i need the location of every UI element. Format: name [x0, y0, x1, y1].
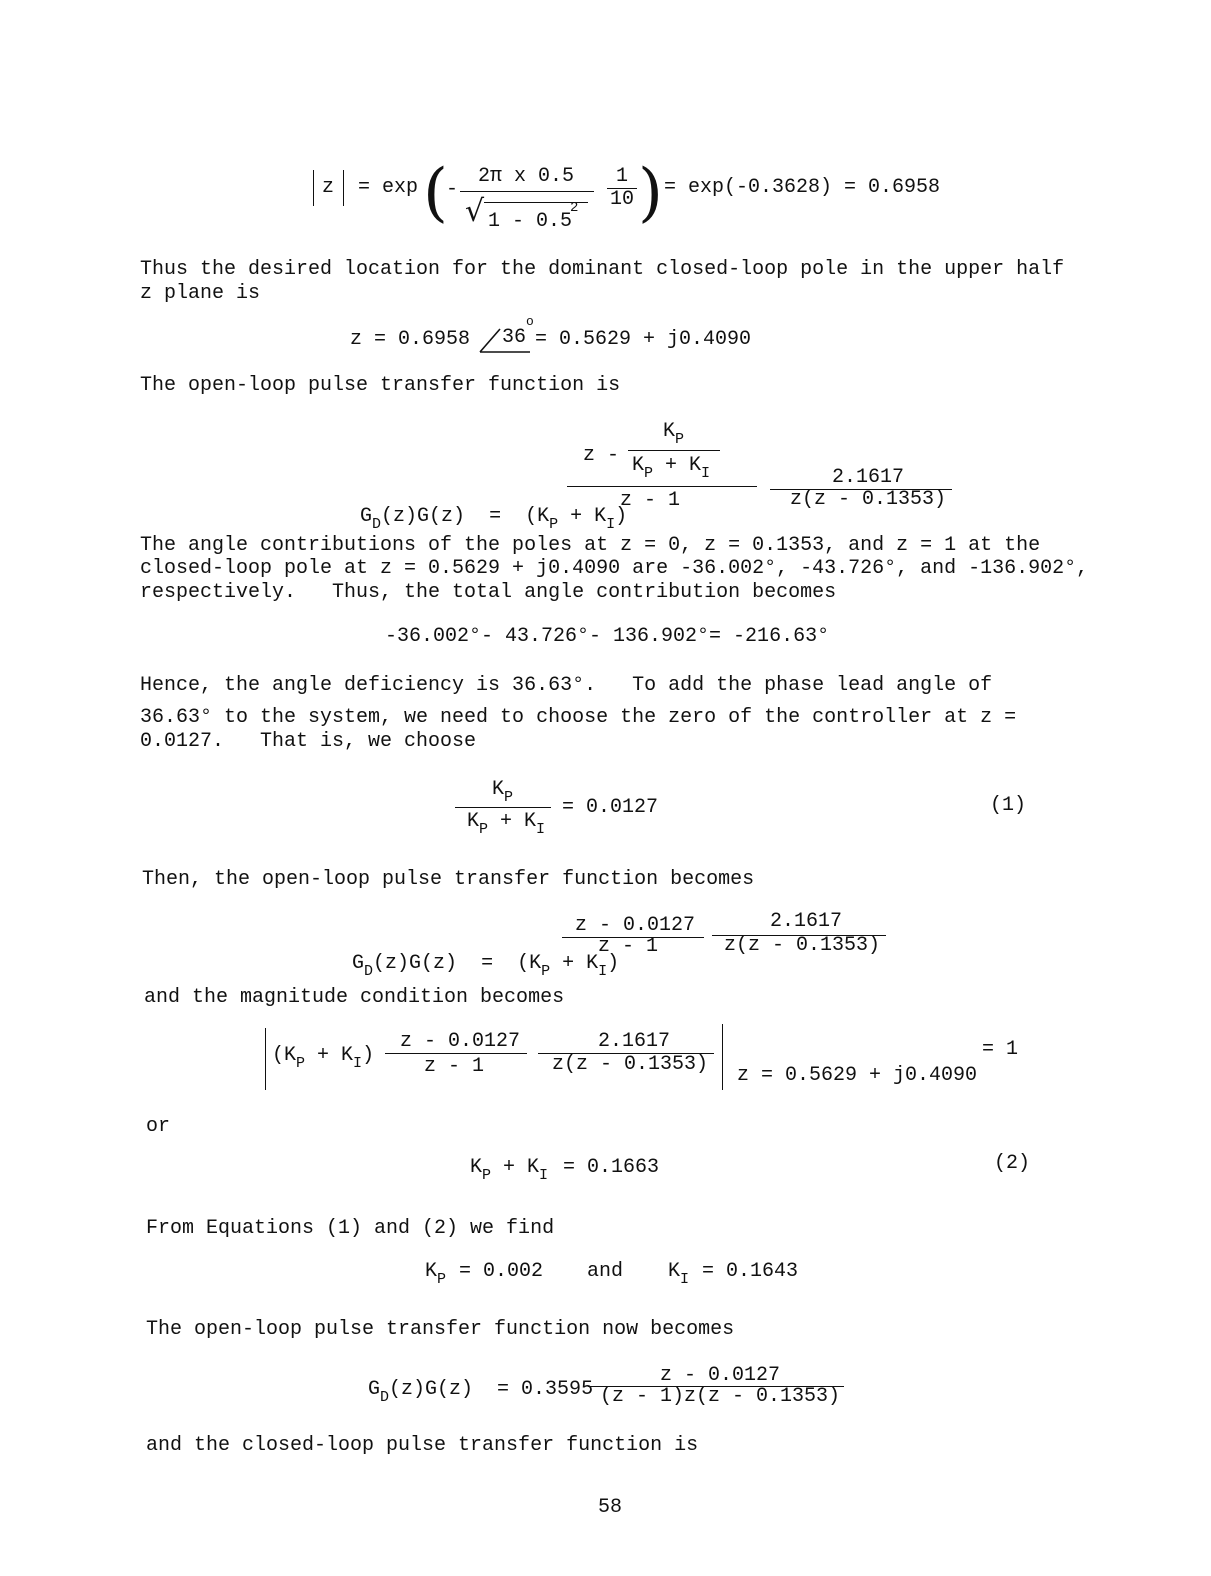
abs-bar-right: [722, 1024, 723, 1090]
gdg2-lhs: $G_D(z)G(z) = (K_P + K_I)$: [352, 952, 620, 980]
gdg2-den: z - 1: [598, 935, 659, 958]
gdg2-num: z - 0.0127: [575, 914, 696, 937]
eq1-num: $K_P$: [492, 778, 514, 806]
main-frac-line: [567, 486, 757, 487]
gdg2-frac2-num: 2.1617: [770, 910, 843, 933]
frac2-num: 2.1617: [832, 466, 905, 489]
gdg2-frac2-den: z(z - 0.1353): [724, 934, 881, 957]
gdg3-lhs: $G_D(z)G(z) = 0.3595$: [368, 1378, 594, 1406]
inner-den: $K_P + K_I$: [632, 454, 711, 482]
minus-sign: -: [446, 178, 459, 201]
exp-label: = exp: [358, 176, 419, 199]
page-number: 58: [598, 1496, 623, 1519]
kp-value: = 0.002: [459, 1260, 544, 1283]
mag-open: $(K_P + K_I)$: [272, 1044, 375, 1072]
kp-label: $K_P$: [425, 1260, 447, 1288]
mag-frac-line: [385, 1053, 527, 1054]
mag-frac2-den: z(z - 0.1353): [552, 1053, 709, 1076]
eq2-label: (2): [994, 1152, 1031, 1175]
paragraph-line: The angle contributions of the poles at z = 0, z = 0.1353, and z = 1 at the: [140, 534, 1041, 557]
exp-result: = exp(-0.3628) = 0.6958: [664, 176, 941, 199]
ki-value: = 0.1643: [702, 1260, 799, 1283]
eq2-rhs: = 0.1663: [563, 1156, 660, 1179]
frac-den: z - 1: [620, 489, 681, 512]
paragraph-line: The open-loop pulse transfer function now becomes: [146, 1318, 735, 1341]
gdg3-den: (z - 1)z(z - 0.1353): [600, 1385, 841, 1408]
mag-den: z - 1: [424, 1055, 485, 1078]
paragraph-line: Thus the desired location for the dominant closed-loop pole in the upper half: [140, 258, 1065, 281]
mag-eval-at: z = 0.5629 + j0.4090: [737, 1064, 978, 1087]
abs-z: z: [322, 176, 335, 199]
degree-mark: o: [526, 314, 534, 329]
paragraph-line: and the closed-loop pulse transfer function is: [146, 1434, 699, 1457]
paragraph-line: and the magnitude condition becomes: [144, 986, 565, 1009]
paragraph-line: z plane is: [140, 282, 261, 305]
paren-open: (: [423, 156, 448, 230]
ki-label: $K_I$: [668, 1260, 690, 1288]
paragraph-line: Then, the open-loop pulse transfer function becomes: [142, 868, 755, 891]
inner-num-k: $K_P$: [663, 420, 685, 448]
connector-word: or: [146, 1115, 171, 1138]
paragraph-line: 0.0127. That is, we choose: [140, 730, 477, 753]
pole-lhs: z = 0.6958: [350, 328, 471, 351]
sqrt-exponent: 2: [570, 200, 579, 216]
frac2-denominator: 10: [610, 188, 635, 211]
paragraph-line: From Equations (1) and (2) we find: [146, 1217, 555, 1240]
sqrt-icon: √: [465, 194, 485, 229]
sqrt-content: 1 - 0.5: [488, 210, 573, 233]
eq2-lhs: $K_P + K_I$: [470, 1156, 549, 1184]
abs-bar-right: [343, 170, 344, 206]
mag-num: z - 0.0127: [400, 1030, 521, 1053]
paragraph-line: The open-loop pulse transfer function is: [140, 374, 621, 397]
paragraph-line: respectively. Thus, the total angle contribution becomes: [140, 581, 837, 604]
abs-bar-left: [265, 1028, 266, 1090]
eq1-rhs: = 0.0127: [562, 796, 659, 819]
mag-rhs: = 1: [982, 1038, 1019, 1061]
and-word: and: [587, 1260, 624, 1283]
equation-angle-sum: -36.002°- 43.726°- 136.902°= -216.63°: [385, 625, 830, 648]
gdg-lhs: $G_D(z)G(z) = (K_P + K_I)$: [360, 505, 628, 533]
gdg3-num: z - 0.0127: [660, 1364, 781, 1387]
eq1-frac-line: [455, 807, 551, 808]
eq1-den: $K_P + K_I$: [467, 810, 546, 838]
paragraph-line: Hence, the angle deficiency is 36.63°. To add the phase lead angle of: [140, 674, 993, 697]
eq1-label: (1): [990, 794, 1027, 817]
pole-rhs: = 0.5629 + j0.4090: [535, 328, 752, 351]
paren-close: ): [638, 156, 663, 230]
paragraph-line: closed-loop pole at z = 0.5629 + j0.4090 are -36.002°, -43.726°, and -136.902°,: [140, 557, 1089, 580]
paragraph-line: 36.63° to the system, we need to choose the zero of the controller at z =: [140, 706, 1017, 729]
inner-frac-line: [628, 450, 720, 451]
frac-line: [460, 191, 594, 192]
frac2-numerator: 1: [616, 165, 629, 188]
frac-num-z: z -: [583, 444, 620, 467]
frac2-den: z(z - 0.1353): [790, 488, 947, 511]
pole-angle: 36: [502, 326, 527, 349]
abs-bar-left: [313, 170, 314, 206]
mag-frac2-num: 2.1617: [598, 1030, 671, 1053]
frac-numerator: 2π x 0.5: [478, 165, 575, 188]
